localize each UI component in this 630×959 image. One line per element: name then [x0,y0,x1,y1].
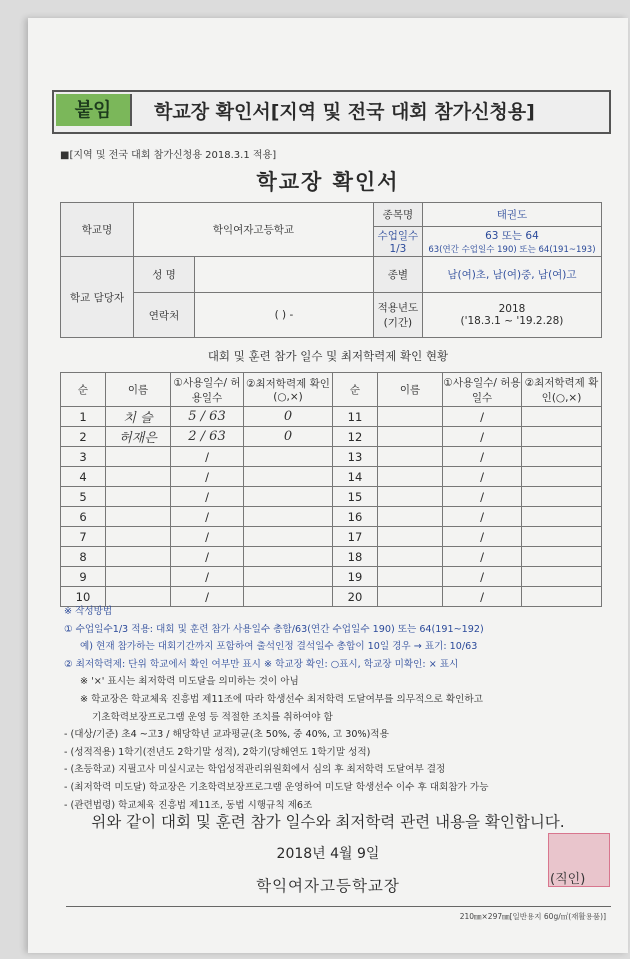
row-number: 12 [333,427,378,447]
student-name [106,567,171,587]
min-grade-check [522,407,602,427]
note-line: - (최저학력 미도달) 학교장은 기초학력보장프로그램 운영하여 미도달 학생선수 이수 후 대회참가 가능 [64,781,489,793]
min-grade-check [522,487,602,507]
min-grade-check: 0 [244,407,333,427]
table-row [61,487,602,507]
note-line: - (대상/기준) 초4 ~고3 / 해당학년 교과평균(초 50%, 중 40%, 고 30%)적용 [64,729,389,741]
col-no-2: 순 [333,373,378,407]
used-days: / [443,587,522,607]
used-days: / [443,407,522,427]
period-value: ('18.3.1 ~ '19.2.28) [460,315,564,327]
used-days: 2 / 63 [171,427,244,447]
table-row [61,467,602,487]
col-min-2: ②최저학력제 확인(○,×) [522,373,602,407]
principal-title: 학익여자고등학교장 [256,877,400,895]
student-name [378,447,443,467]
event-value: 남(여)초, 남(여)중, 남(여)고 [422,257,601,293]
year-cell [422,293,601,338]
row-number: 13 [333,447,378,467]
student-name [378,407,443,427]
note-line: ※ '×' 표시는 최저학력 미도달을 의미하는 것이 아님 [80,676,299,688]
note-line: ※ 학교장은 학교체육 진흥법 제11조에 따라 학생선수 최저학력 도달여부를 의무적으로 확인하고 [80,693,483,705]
used-days: / [443,447,522,467]
row-number: 14 [333,467,378,487]
header-title: 학교장 확인서[지역 및 전국 대회 참가신청용] [154,101,535,123]
year-value: 2018 [498,303,526,315]
used-days: / [171,527,244,547]
student-name [378,427,443,447]
name-label: 성 명 [134,257,195,293]
table-row [61,447,602,467]
sport-value: 태권도 [422,203,601,227]
student-name [378,487,443,507]
table-row [61,507,602,527]
col-no: 순 [61,373,106,407]
min-grade-check: 0 [244,427,333,447]
used-days: / [171,467,244,487]
min-grade-check [522,567,602,587]
table-row [61,427,602,447]
row-number: 18 [333,547,378,567]
row-number: 3 [61,447,106,467]
used-days: / [443,467,522,487]
used-days: / [171,587,244,607]
col-days: ①사용일수/ 허용일수 [171,373,244,407]
row-number: 9 [61,567,106,587]
footer-divider [66,906,611,907]
days-detail: 63(연간 수업일수 190) 또는 64(191~193) [428,245,596,255]
note-line: - (관련법령) 학교체육 진흥법 제11조, 동법 시행규칙 제6조 [64,799,313,811]
signature-date: 2018년 4월 9일 [276,846,380,862]
staff-label: 학교 담당자 [61,257,134,338]
min-grade-check [244,507,333,527]
row-number: 7 [61,527,106,547]
used-days: / [171,447,244,467]
student-name [378,467,443,487]
used-days: / [171,507,244,527]
table-subtitle: 대회 및 훈련 참가 일수 및 최저학력제 확인 현황 [207,349,449,363]
student-name [378,547,443,567]
student-name [378,507,443,527]
document-header [52,90,611,134]
student-name: 치 슬 [106,407,171,427]
min-grade-check [244,527,333,547]
document-title: 학교장 확인서 [256,170,400,194]
note-line: - (성적적용) 1학기(전년도 2학기말 성적), 2학기(당해연도 1학기말 성적) [64,746,371,758]
used-days: 5 / 63 [171,407,244,427]
contact-value: ( ) - [195,293,374,338]
name-value [195,257,374,293]
note-line: 예) 현재 참가하는 대회기간까지 포함하여 출석인정 결석일수 총합이 10일 경우 → 표기: 10/63 [80,641,478,653]
row-number: 16 [333,507,378,527]
min-grade-check [244,487,333,507]
student-name [106,507,171,527]
table-row [61,527,602,547]
col-name: 이름 [106,373,171,407]
confirmation-text: 위와 같이 대회 및 훈련 참가 일수와 최저학력 관련 내용을 확인합니다. [91,813,565,831]
min-grade-check [244,567,333,587]
student-name: 허재은 [106,427,171,447]
used-days: / [171,487,244,507]
row-number: 8 [61,547,106,567]
info-table [60,202,602,338]
row-number: 2 [61,427,106,447]
min-grade-check [244,467,333,487]
table-row [61,407,602,427]
row-number: 4 [61,467,106,487]
contact-label: 연락처 [134,293,195,338]
used-days: / [443,427,522,447]
min-grade-check [522,527,602,547]
min-grade-check [244,447,333,467]
row-number: 15 [333,487,378,507]
seal-label: (직인) [550,872,586,887]
days-label: 수업일수 1/3 [373,227,422,257]
used-days: / [443,547,522,567]
student-name [106,467,171,487]
student-name [378,527,443,547]
attachment-badge: 붙임 [56,94,132,126]
student-name [106,547,171,567]
note-line: ② 최저학력제: 단위 학교에서 확인 여부만 표시 ※ 학교장 확인: ○표시, 학교장 미확인: × 표시 [64,658,459,670]
min-grade-check [522,507,602,527]
note-line: 기초학력보장프로그램 운영 등 적절한 조치를 취하여야 함 [92,711,333,723]
days-cell [422,227,601,257]
school-label: 학교명 [61,203,134,257]
student-name [378,567,443,587]
used-days: / [443,487,522,507]
note-line: ① 수업일수1/3 적용: 대회 및 훈련 참가 사용일수 총합/63(연간 수업일수 190) 또는 64(191~192) [64,623,484,635]
school-value: 학익여자고등학교 [134,203,374,257]
row-number: 20 [333,587,378,607]
min-grade-check [522,467,602,487]
participation-table [60,372,602,607]
col-name-2: 이름 [378,373,443,407]
row-number: 6 [61,507,106,527]
student-name [106,487,171,507]
used-days: / [443,527,522,547]
table-row [61,567,602,587]
col-min: ②최저학력제 확인(○,×) [244,373,333,407]
table-row [61,547,602,567]
row-number: 5 [61,487,106,507]
row-number: 11 [333,407,378,427]
min-grade-check [244,547,333,567]
col-days-2: ①사용일수/ 허용일수 [443,373,522,407]
min-grade-check [522,427,602,447]
note-line: - (초등학교) 지필고사 미실시교는 학업성적관리위원회에서 심의 후 최저학력 도달여부 결정 [64,764,446,776]
student-name [106,447,171,467]
row-number: 10 [61,587,106,607]
used-days: / [171,567,244,587]
writing-instructions [64,603,624,814]
min-grade-check [522,547,602,567]
year-label: 적용년도 (기간) [373,293,422,338]
row-number: 19 [333,567,378,587]
days-value: 63 또는 64 [485,230,539,242]
sport-label: 종목명 [373,203,422,227]
document-page [28,18,628,953]
row-number: 17 [333,527,378,547]
row-number: 1 [61,407,106,427]
note-line: ※ 작성방법 [64,606,113,617]
used-days: / [443,567,522,587]
event-label: 종별 [373,257,422,293]
used-days: / [171,547,244,567]
student-name [106,527,171,547]
paper-spec: 210㎜×297㎜[일반용지 60g/㎡(재활용품)] [459,912,606,921]
applicability-note: ■[지역 및 전국 대회 참가신청용 2018.3.1 적용] [60,150,277,161]
used-days: / [443,507,522,527]
min-grade-check [522,447,602,467]
